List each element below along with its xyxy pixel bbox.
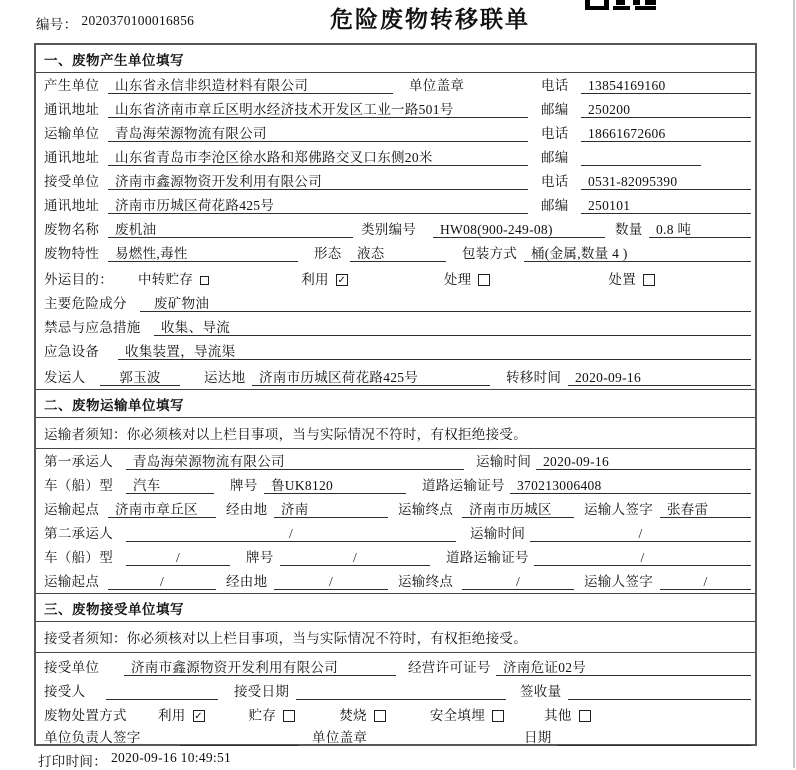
addr2-value: 山东省青岛市李沧区徐水路和郑佛路交叉口东侧20米: [108, 149, 528, 166]
unit-seal-label: 单位盖章: [409, 78, 465, 93]
origin1-value: 济南市章丘区: [108, 501, 216, 518]
manifest-form: [34, 43, 757, 746]
row-route1: [36, 497, 755, 521]
checkbox-treat: [478, 274, 490, 286]
phone1-value: 13854169160: [581, 77, 751, 94]
plate2-label: 牌号: [246, 550, 274, 565]
purpose-option-label: 利用: [301, 272, 329, 287]
row-head-signature: [36, 727, 755, 749]
received-qty-label: 签收量: [520, 684, 562, 699]
origin2-value: /: [108, 573, 216, 590]
packing-label: 包装方式: [462, 246, 518, 261]
date-label: 日期: [524, 730, 552, 745]
sign2-value: /: [660, 573, 751, 590]
zip3-label: 邮编: [541, 198, 569, 213]
vehicle1-label: 车（船）型: [44, 478, 113, 493]
carrier1-value: 青岛海荣源物流有限公司: [126, 453, 464, 470]
accept-unit-value: 济南市鑫源物资开发利用有限公司: [124, 659, 396, 676]
carrier2-label: 第二承运人: [44, 526, 113, 541]
page-title: 危险废物转移联单: [330, 6, 530, 32]
zip2-value: [581, 149, 701, 166]
date-value: [558, 729, 751, 746]
permit1-label: 道路运输证号: [422, 478, 505, 493]
via2-value: /: [274, 573, 388, 590]
phone2-value: 18661672606: [581, 125, 751, 142]
receiver-value: 济南市鑫源物资开发利用有限公司: [108, 173, 528, 190]
checkbox-disposal-utilize-checked: ✓: [194, 711, 203, 722]
time2-value: /: [530, 525, 751, 542]
dest-value: 济南市历城区荷花路425号: [252, 369, 490, 386]
disposal-option-utilize: [158, 704, 205, 724]
transporter-label: 运输单位: [44, 126, 100, 141]
row-vehicle1: [36, 473, 755, 497]
sign1-label: 运输人签字: [584, 502, 653, 517]
waste-name-value: 废机油: [108, 221, 353, 238]
purpose-label: 外运目的：: [44, 272, 113, 287]
checkbox-utilize-checked: ✓: [337, 275, 347, 286]
carrier2-value: /: [126, 525, 456, 542]
print-time: [38, 750, 231, 770]
category-value: HW08(900-249-08): [433, 221, 605, 238]
disposal-label: 废物处置方式: [44, 708, 127, 723]
plate1-label: 牌号: [230, 478, 258, 493]
permit2-value: /: [534, 549, 751, 566]
row-accept-unit: [36, 653, 755, 679]
end1-label: 运输终点: [398, 502, 454, 517]
doc-number-value: 2020370100016856: [81, 13, 195, 28]
producer-label: 产生单位: [44, 78, 100, 93]
qr-block: [633, 0, 640, 5]
phone2-label: 电话: [541, 126, 569, 141]
unit-seal2-label: 单位盖章: [312, 730, 368, 745]
time1-value: 2020-09-16: [536, 453, 751, 470]
qty-label: 数量: [615, 222, 643, 237]
row-receiver-address: [36, 193, 755, 217]
hazard-label: 主要危险成分: [44, 296, 127, 311]
row-waste-character: [36, 241, 755, 265]
row-producer: [36, 73, 755, 97]
addr3-label: 通讯地址: [44, 198, 100, 213]
zip3-pair: [541, 194, 751, 214]
qr-block: [585, 0, 609, 10]
via1-label: 经由地: [226, 502, 268, 517]
acceptor-value: [106, 683, 218, 700]
checkbox-disposal-other: [579, 710, 591, 722]
row-taboo-measures: [36, 315, 755, 339]
category-label: 类别编号: [361, 222, 417, 237]
head-sign-value: [180, 729, 298, 746]
equipment-value: 收集装置，导流渠: [118, 343, 751, 360]
row-carrier2: [36, 521, 755, 545]
zip1-value: 250200: [581, 101, 751, 118]
row-emergency-equipment: [36, 339, 755, 363]
transporter-value: 青岛海荣源物流有限公司: [108, 125, 528, 142]
taboo-label: 禁忌与应急措施: [44, 320, 141, 335]
disposal-option-store: [249, 704, 296, 724]
accept-date-label: 接受日期: [234, 684, 290, 699]
section2-header: 二、废物运输单位填写: [36, 389, 755, 418]
purpose-option-label: 处置: [608, 272, 637, 287]
purpose-option-utilize: [301, 268, 348, 288]
end2-label: 运输终点: [398, 574, 454, 589]
phone3-pair: [541, 170, 751, 190]
zip1-label: 邮编: [541, 102, 569, 117]
license-label: 经营许可证号: [408, 660, 491, 675]
taboo-value: 收集、导流: [154, 319, 751, 336]
qr-block: [635, 6, 656, 10]
disposal-option-label: 焚烧: [339, 708, 367, 723]
addr2-label: 通讯地址: [44, 150, 100, 165]
vehicle1-value: 汽车: [126, 477, 214, 494]
row-carrier1: [36, 449, 755, 473]
checkbox-transfer-storage: [200, 276, 209, 285]
shipper-label: 发运人: [44, 370, 86, 385]
license-value: 济南危证02号: [496, 659, 751, 676]
sign1-value: 张春雷: [660, 501, 751, 518]
row-shipper: [36, 363, 755, 389]
zip3-value: 250101: [581, 197, 751, 214]
transfer-time-label: 转移时间: [506, 370, 562, 385]
qr-code-fragment: [585, 0, 660, 12]
checkbox-disposal-store: [283, 710, 295, 722]
purpose-option-label: 中转贮存: [138, 272, 194, 287]
disposal-option-label: 利用: [158, 708, 186, 723]
plate1-value: 鲁UK8120: [264, 477, 406, 494]
origin2-label: 运输起点: [44, 574, 100, 589]
phone1-label: 电话: [541, 78, 569, 93]
hazard-value: 废矿物油: [140, 295, 751, 312]
vehicle2-label: 车（船）型: [44, 550, 113, 565]
row-purpose: [36, 265, 755, 291]
row-route2: [36, 569, 755, 593]
time1-label: 运输时间: [476, 454, 532, 469]
purpose-option-dispose: [608, 268, 655, 288]
row-waste-name: [36, 217, 755, 241]
character-value: 易燃性,毒性: [108, 245, 298, 262]
phone3-value: 0531-82095390: [581, 173, 751, 190]
row-acceptor: [36, 679, 755, 703]
zip2-label: 邮编: [541, 150, 569, 165]
phone3-label: 电话: [541, 174, 569, 189]
row-hazard-component: [36, 291, 755, 315]
section3-header: 三、废物接受单位填写: [36, 593, 755, 622]
time2-label: 运输时间: [470, 526, 526, 541]
end2-value: /: [462, 573, 574, 590]
end1-value: 济南市历城区: [462, 501, 574, 518]
addr1-label: 通讯地址: [44, 102, 100, 117]
sign2-label: 运输人签字: [584, 574, 653, 589]
form-value: 液态: [350, 245, 446, 262]
row-disposal-method: [36, 703, 755, 727]
row-producer-address: [36, 97, 755, 121]
received-qty-value: [568, 683, 751, 700]
vehicle2-value: /: [126, 549, 230, 566]
doc-number: [36, 13, 194, 33]
head-sign-label: 单位负责人签字: [44, 730, 141, 745]
producer-value: 山东省永信非织造材料有限公司: [108, 77, 393, 94]
transporter-notice: 运输者须知：你必须核对以上栏目事项，当与实际情况不符时，有权拒绝接受。: [36, 418, 755, 449]
purpose-option-treat: [444, 268, 491, 288]
receiver-label: 接受单位: [44, 174, 100, 189]
accept-unit-label: 接受单位: [44, 660, 100, 675]
row-transporter: [36, 121, 755, 145]
page-edge-line: [793, 0, 795, 768]
permit2-label: 道路运输证号: [446, 550, 529, 565]
addr1-value: 山东省济南市章丘区明水经济技术开发区工业一路501号: [108, 101, 528, 118]
zip2-pair: [541, 146, 751, 166]
qty-value: 0.8 吨: [649, 221, 751, 238]
acceptor-label: 接受人: [44, 684, 86, 699]
checkbox-disposal-incinerate: [374, 710, 386, 722]
equipment-label: 应急设备: [44, 344, 100, 359]
disposal-option-other: [544, 704, 591, 724]
disposal-option-label: 安全填埋: [429, 708, 486, 723]
row-receiver: [36, 169, 755, 193]
disposal-option-incinerate: [339, 704, 386, 724]
form-label: 形态: [314, 246, 342, 261]
waste-name-label: 废物名称: [44, 222, 100, 237]
addr3-value: 济南市历城区荷花路425号: [108, 197, 528, 214]
qr-block: [613, 6, 630, 10]
print-time-label: 打印时间：: [38, 754, 107, 769]
doc-number-label: 编号：: [36, 17, 78, 32]
phone2-pair: [541, 122, 751, 142]
plate2-value: /: [280, 549, 430, 566]
shipper-value: 郭玉波: [100, 369, 180, 386]
qr-block: [645, 0, 656, 5]
purpose-option-label: 处理: [443, 272, 472, 287]
packing-value: 桶(金属,数量 4 ): [524, 245, 751, 262]
checkbox-disposal-landfill: [492, 710, 504, 722]
transfer-time-value: 2020-09-16: [568, 369, 751, 386]
print-time-value: 2020-09-16 10:49:51: [111, 750, 232, 765]
character-label: 废物特性: [44, 246, 100, 261]
permit1-value: 370213006408: [510, 477, 751, 494]
qr-block: [616, 0, 625, 5]
via2-label: 经由地: [226, 574, 268, 589]
row-vehicle2: [36, 545, 755, 569]
dest-label: 运达地: [204, 370, 246, 385]
disposal-option-label: 其他: [544, 708, 572, 723]
zip1-pair: [541, 98, 751, 118]
receiver-notice: 接受者须知：你必须核对以上栏目事项，当与实际情况不符时，有权拒绝接受。: [36, 622, 755, 653]
purpose-option-transfer-storage: [138, 268, 209, 288]
carrier1-label: 第一承运人: [44, 454, 113, 469]
accept-date-value: [296, 683, 506, 700]
disposal-option-label: 贮存: [248, 708, 277, 723]
phone1-pair: [541, 74, 751, 94]
disposal-option-landfill: [430, 704, 504, 724]
checkbox-dispose: [643, 274, 655, 286]
row-transporter-address: [36, 145, 755, 169]
origin1-label: 运输起点: [44, 502, 100, 517]
section1-header: 一、废物产生单位填写: [36, 45, 755, 73]
via1-value: 济南: [274, 501, 388, 518]
